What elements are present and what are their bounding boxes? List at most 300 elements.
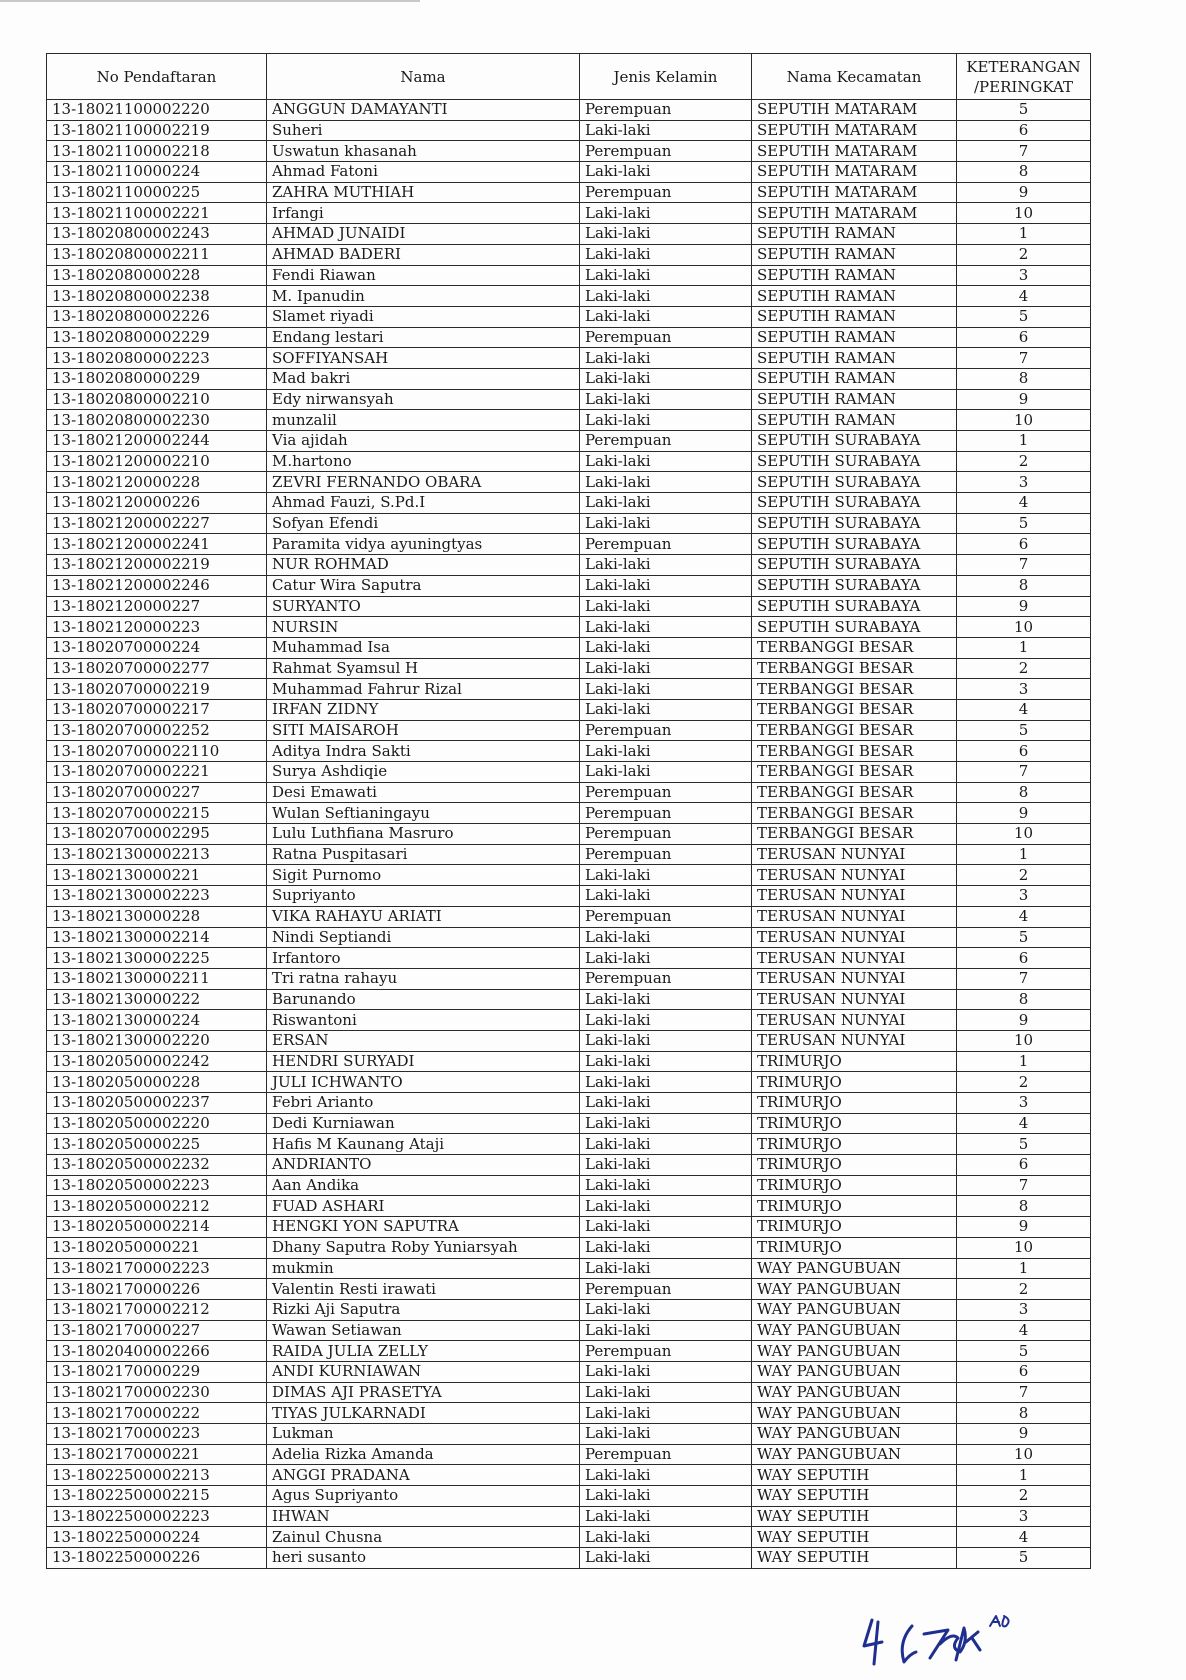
table-row — [47, 100, 1091, 121]
cell-nama-kecamatan: TERUSAN NUNYAI — [752, 927, 957, 948]
cell-peringkat: 1 — [957, 1051, 1091, 1072]
cell-nama-kecamatan: SEPUTIH MATARAM — [752, 182, 957, 203]
table-row — [47, 1444, 1091, 1465]
table-row — [47, 265, 1091, 286]
table-row — [47, 1506, 1091, 1527]
cell-jenis-kelamin: Laki-laki — [580, 1361, 752, 1382]
cell-no-pendaftaran: 13-1802170000221 — [47, 1444, 267, 1465]
cell-jenis-kelamin: Laki-laki — [580, 306, 752, 327]
cell-peringkat: 9 — [957, 1010, 1091, 1031]
signature-stroke-3 — [924, 1628, 965, 1660]
table-row — [47, 886, 1091, 907]
cell-no-pendaftaran: 13-18021200002244 — [47, 431, 267, 452]
cell-jenis-kelamin: Laki-laki — [580, 1072, 752, 1093]
cell-nama: mukmin — [267, 1258, 580, 1279]
cell-nama-kecamatan: SEPUTIH RAMAN — [752, 224, 957, 245]
cell-no-pendaftaran: 13-1802130000222 — [47, 989, 267, 1010]
cell-jenis-kelamin: Perempuan — [580, 720, 752, 741]
cell-nama-kecamatan: TERUSAN NUNYAI — [752, 1030, 957, 1051]
cell-peringkat: 7 — [957, 1382, 1091, 1403]
table-row — [47, 1465, 1091, 1486]
cell-no-pendaftaran: 13-18021700002212 — [47, 1299, 267, 1320]
cell-jenis-kelamin: Laki-laki — [580, 865, 752, 886]
header-nama-kecamatan: Nama Kecamatan — [752, 54, 957, 100]
cell-no-pendaftaran: 13-18021200002241 — [47, 534, 267, 555]
cell-peringkat: 9 — [957, 389, 1091, 410]
cell-nama: ZAHRA MUTHIAH — [267, 182, 580, 203]
cell-nama: Lukman — [267, 1424, 580, 1445]
cell-jenis-kelamin: Laki-laki — [580, 1030, 752, 1051]
header-keterangan-line2: /PERINGKAT — [973, 77, 1074, 96]
cell-no-pendaftaran: 13-1802110000225 — [47, 182, 267, 203]
cell-jenis-kelamin: Laki-laki — [580, 1051, 752, 1072]
cell-no-pendaftaran: 13-18022500002213 — [47, 1465, 267, 1486]
cell-nama: Muhammad Isa — [267, 637, 580, 658]
table-row — [47, 762, 1091, 783]
signature-stroke-4 — [966, 1632, 980, 1650]
cell-nama-kecamatan: SEPUTIH RAMAN — [752, 306, 957, 327]
cell-no-pendaftaran: 13-1802120000223 — [47, 617, 267, 638]
cell-peringkat: 5 — [957, 927, 1091, 948]
cell-nama-kecamatan: TRIMURJO — [752, 1155, 957, 1176]
table-row — [47, 803, 1091, 824]
cell-no-pendaftaran: 13-18020700002295 — [47, 824, 267, 845]
cell-no-pendaftaran: 13-18021100002220 — [47, 100, 267, 121]
cell-nama-kecamatan: SEPUTIH RAMAN — [752, 265, 957, 286]
cell-no-pendaftaran: 13-18022500002215 — [47, 1486, 267, 1507]
scan-edge-artifact — [0, 0, 420, 2]
cell-jenis-kelamin: Laki-laki — [580, 989, 752, 1010]
cell-nama-kecamatan: TERUSAN NUNYAI — [752, 906, 957, 927]
cell-nama-kecamatan: TRIMURJO — [752, 1134, 957, 1155]
cell-jenis-kelamin: Laki-laki — [580, 762, 752, 783]
cell-nama: Fendi Riawan — [267, 265, 580, 286]
cell-jenis-kelamin: Laki-laki — [580, 699, 752, 720]
cell-no-pendaftaran: 13-18020700002221 — [47, 762, 267, 783]
cell-no-pendaftaran: 13-1802080000229 — [47, 368, 267, 389]
cell-no-pendaftaran: 13-18020500002232 — [47, 1155, 267, 1176]
table-row — [47, 348, 1091, 369]
cell-nama-kecamatan: SEPUTIH RAMAN — [752, 389, 957, 410]
cell-peringkat: 8 — [957, 575, 1091, 596]
cell-jenis-kelamin: Perempuan — [580, 803, 752, 824]
cell-nama: Surya Ashdiqie — [267, 762, 580, 783]
cell-jenis-kelamin: Laki-laki — [580, 741, 752, 762]
cell-jenis-kelamin: Laki-laki — [580, 1403, 752, 1424]
cell-peringkat: 5 — [957, 1548, 1091, 1569]
cell-nama: ANDI KURNIAWAN — [267, 1361, 580, 1382]
cell-nama-kecamatan: SEPUTIH SURABAYA — [752, 575, 957, 596]
cell-jenis-kelamin: Perempuan — [580, 906, 752, 927]
cell-nama-kecamatan: SEPUTIH SURABAYA — [752, 534, 957, 555]
cell-peringkat: 9 — [957, 1217, 1091, 1238]
cell-nama: NUR ROHMAD — [267, 555, 580, 576]
cell-nama-kecamatan: TERUSAN NUNYAI — [752, 844, 957, 865]
cell-jenis-kelamin: Laki-laki — [580, 1237, 752, 1258]
cell-no-pendaftaran: 13-18021300002225 — [47, 948, 267, 969]
table-row — [47, 1341, 1091, 1362]
cell-peringkat: 8 — [957, 1196, 1091, 1217]
cell-nama: Adelia Rizka Amanda — [267, 1444, 580, 1465]
cell-peringkat: 4 — [957, 699, 1091, 720]
table-row — [47, 1258, 1091, 1279]
cell-peringkat: 4 — [957, 1320, 1091, 1341]
cell-jenis-kelamin: Laki-laki — [580, 1548, 752, 1569]
cell-no-pendaftaran: 13-18021300002213 — [47, 844, 267, 865]
cell-nama: Slamet riyadi — [267, 306, 580, 327]
cell-nama-kecamatan: SEPUTIH MATARAM — [752, 203, 957, 224]
cell-nama: Wulan Seftianingayu — [267, 803, 580, 824]
cell-no-pendaftaran: 13-1802170000229 — [47, 1361, 267, 1382]
cell-no-pendaftaran: 13-1802250000226 — [47, 1548, 267, 1569]
cell-nama-kecamatan: WAY PANGUBUAN — [752, 1341, 957, 1362]
cell-no-pendaftaran: 13-18021700002230 — [47, 1382, 267, 1403]
table-row — [47, 1113, 1091, 1134]
cell-nama: M.hartono — [267, 451, 580, 472]
cell-nama-kecamatan: SEPUTIH SURABAYA — [752, 472, 957, 493]
cell-nama-kecamatan: WAY PANGUBUAN — [752, 1424, 957, 1445]
cell-nama: Dhany Saputra Roby Yuniarsyah — [267, 1237, 580, 1258]
cell-nama: Ahmad Fauzi, S.Pd.I — [267, 493, 580, 514]
cell-jenis-kelamin: Laki-laki — [580, 1527, 752, 1548]
cell-nama-kecamatan: TRIMURJO — [752, 1175, 957, 1196]
cell-nama: Wawan Setiawan — [267, 1320, 580, 1341]
cell-jenis-kelamin: Perempuan — [580, 824, 752, 845]
cell-peringkat: 5 — [957, 720, 1091, 741]
cell-jenis-kelamin: Perempuan — [580, 141, 752, 162]
cell-no-pendaftaran: 13-1802130000221 — [47, 865, 267, 886]
table-row — [47, 1196, 1091, 1217]
cell-no-pendaftaran: 13-1802130000224 — [47, 1010, 267, 1031]
cell-jenis-kelamin: Laki-laki — [580, 348, 752, 369]
cell-peringkat: 4 — [957, 906, 1091, 927]
cell-nama-kecamatan: SEPUTIH RAMAN — [752, 348, 957, 369]
cell-no-pendaftaran: 13-18021300002211 — [47, 968, 267, 989]
table-row — [47, 989, 1091, 1010]
cell-peringkat: 1 — [957, 1258, 1091, 1279]
cell-nama: Irfangi — [267, 203, 580, 224]
cell-nama: FUAD ASHARI — [267, 1196, 580, 1217]
cell-nama: ANGGI PRADANA — [267, 1465, 580, 1486]
cell-jenis-kelamin: Laki-laki — [580, 575, 752, 596]
table-row — [47, 182, 1091, 203]
cell-nama-kecamatan: SEPUTIH MATARAM — [752, 162, 957, 183]
table-row — [47, 679, 1091, 700]
table-row — [47, 389, 1091, 410]
cell-nama: JULI ICHWANTO — [267, 1072, 580, 1093]
table-row — [47, 824, 1091, 845]
signature-stroke-5 — [990, 1616, 1009, 1626]
cell-nama: ANDRIANTO — [267, 1155, 580, 1176]
cell-jenis-kelamin: Perempuan — [580, 534, 752, 555]
cell-jenis-kelamin: Laki-laki — [580, 1134, 752, 1155]
cell-peringkat: 10 — [957, 824, 1091, 845]
table-header-row — [47, 54, 1091, 100]
table-row — [47, 1010, 1091, 1031]
cell-nama-kecamatan: WAY SEPUTIH — [752, 1506, 957, 1527]
cell-jenis-kelamin: Laki-laki — [580, 451, 752, 472]
cell-jenis-kelamin: Perempuan — [580, 431, 752, 452]
cell-peringkat: 3 — [957, 1093, 1091, 1114]
cell-nama-kecamatan: SEPUTIH RAMAN — [752, 410, 957, 431]
cell-peringkat: 8 — [957, 782, 1091, 803]
cell-no-pendaftaran: 13-18020800002211 — [47, 244, 267, 265]
cell-no-pendaftaran: 13-18020800002210 — [47, 389, 267, 410]
cell-nama-kecamatan: TERUSAN NUNYAI — [752, 1010, 957, 1031]
cell-nama: Lulu Luthfiana Masruro — [267, 824, 580, 845]
cell-peringkat: 6 — [957, 534, 1091, 555]
cell-nama-kecamatan: TRIMURJO — [752, 1217, 957, 1238]
cell-no-pendaftaran: 13-1802080000228 — [47, 265, 267, 286]
table-body — [47, 100, 1091, 1569]
cell-no-pendaftaran: 13-1802170000222 — [47, 1403, 267, 1424]
table-row — [47, 637, 1091, 658]
cell-peringkat: 1 — [957, 1465, 1091, 1486]
cell-jenis-kelamin: Laki-laki — [580, 1465, 752, 1486]
cell-nama: Via ajidah — [267, 431, 580, 452]
cell-peringkat: 10 — [957, 203, 1091, 224]
cell-jenis-kelamin: Perempuan — [580, 968, 752, 989]
cell-jenis-kelamin: Laki-laki — [580, 1093, 752, 1114]
cell-jenis-kelamin: Perempuan — [580, 182, 752, 203]
cell-nama: NURSIN — [267, 617, 580, 638]
cell-peringkat: 4 — [957, 1527, 1091, 1548]
cell-no-pendaftaran: 13-1802170000226 — [47, 1279, 267, 1300]
cell-jenis-kelamin: Laki-laki — [580, 1010, 752, 1031]
cell-jenis-kelamin: Laki-laki — [580, 1155, 752, 1176]
table-row — [47, 1051, 1091, 1072]
table-row — [47, 1175, 1091, 1196]
cell-nama: SITI MAISAROH — [267, 720, 580, 741]
cell-nama: RAIDA JULIA ZELLY — [267, 1341, 580, 1362]
cell-nama-kecamatan: TRIMURJO — [752, 1093, 957, 1114]
cell-nama-kecamatan: TERBANGGI BESAR — [752, 658, 957, 679]
cell-nama-kecamatan: SEPUTIH SURABAYA — [752, 596, 957, 617]
cell-peringkat: 5 — [957, 306, 1091, 327]
table-row — [47, 1548, 1091, 1569]
cell-jenis-kelamin: Laki-laki — [580, 244, 752, 265]
table-row — [47, 513, 1091, 534]
cell-nama-kecamatan: SEPUTIH SURABAYA — [752, 451, 957, 472]
cell-nama-kecamatan: WAY PANGUBUAN — [752, 1361, 957, 1382]
cell-jenis-kelamin: Perempuan — [580, 1341, 752, 1362]
cell-nama: Catur Wira Saputra — [267, 575, 580, 596]
cell-jenis-kelamin: Perempuan — [580, 844, 752, 865]
table-row — [47, 162, 1091, 183]
table-row — [47, 720, 1091, 741]
cell-jenis-kelamin: Laki-laki — [580, 596, 752, 617]
cell-nama: Valentin Resti irawati — [267, 1279, 580, 1300]
cell-no-pendaftaran: 13-1802120000227 — [47, 596, 267, 617]
cell-nama: Nindi Septiandi — [267, 927, 580, 948]
cell-no-pendaftaran: 13-18020700002277 — [47, 658, 267, 679]
cell-no-pendaftaran: 13-18020500002214 — [47, 1217, 267, 1238]
handwritten-signature — [860, 1612, 1050, 1672]
cell-nama: SOFFIYANSAH — [267, 348, 580, 369]
table-row — [47, 1486, 1091, 1507]
cell-no-pendaftaran: 13-1802050000225 — [47, 1134, 267, 1155]
cell-jenis-kelamin: Laki-laki — [580, 1113, 752, 1134]
table-row — [47, 555, 1091, 576]
cell-nama-kecamatan: TERBANGGI BESAR — [752, 803, 957, 824]
cell-nama: Aditya Indra Sakti — [267, 741, 580, 762]
cell-jenis-kelamin: Laki-laki — [580, 948, 752, 969]
table-row — [47, 327, 1091, 348]
cell-peringkat: 2 — [957, 658, 1091, 679]
cell-nama: DIMAS AJI PRASETYA — [267, 1382, 580, 1403]
cell-jenis-kelamin: Laki-laki — [580, 120, 752, 141]
cell-nama: munzalil — [267, 410, 580, 431]
table-row — [47, 1320, 1091, 1341]
cell-nama: Hafis M Kaunang Ataji — [267, 1134, 580, 1155]
cell-nama: Ratna Puspitasari — [267, 844, 580, 865]
cell-nama-kecamatan: TERBANGGI BESAR — [752, 720, 957, 741]
cell-nama-kecamatan: WAY SEPUTIH — [752, 1486, 957, 1507]
cell-no-pendaftaran: 13-18021300002220 — [47, 1030, 267, 1051]
cell-nama-kecamatan: SEPUTIH MATARAM — [752, 141, 957, 162]
cell-no-pendaftaran: 13-18021300002223 — [47, 886, 267, 907]
cell-nama: Agus Supriyanto — [267, 1486, 580, 1507]
cell-jenis-kelamin: Laki-laki — [580, 513, 752, 534]
cell-nama-kecamatan: SEPUTIH RAMAN — [752, 286, 957, 307]
table-row — [47, 244, 1091, 265]
cell-nama-kecamatan: WAY PANGUBUAN — [752, 1258, 957, 1279]
cell-no-pendaftaran: 13-18021200002219 — [47, 555, 267, 576]
cell-nama: HENGKI YON SAPUTRA — [267, 1217, 580, 1238]
cell-peringkat: 1 — [957, 844, 1091, 865]
cell-jenis-kelamin: Laki-laki — [580, 555, 752, 576]
cell-peringkat: 1 — [957, 637, 1091, 658]
cell-no-pendaftaran: 13-1802170000223 — [47, 1424, 267, 1445]
table-row — [47, 1030, 1091, 1051]
cell-peringkat: 1 — [957, 431, 1091, 452]
table-row — [47, 782, 1091, 803]
cell-nama-kecamatan: TRIMURJO — [752, 1051, 957, 1072]
cell-jenis-kelamin: Laki-laki — [580, 617, 752, 638]
cell-nama: IRFAN ZIDNY — [267, 699, 580, 720]
cell-nama: Rahmat Syamsul H — [267, 658, 580, 679]
table-row — [47, 120, 1091, 141]
cell-nama-kecamatan: TERUSAN NUNYAI — [752, 865, 957, 886]
cell-peringkat: 6 — [957, 1155, 1091, 1176]
cell-peringkat: 7 — [957, 348, 1091, 369]
cell-nama-kecamatan: SEPUTIH SURABAYA — [752, 493, 957, 514]
cell-jenis-kelamin: Laki-laki — [580, 927, 752, 948]
cell-jenis-kelamin: Laki-laki — [580, 162, 752, 183]
cell-peringkat: 6 — [957, 327, 1091, 348]
cell-nama-kecamatan: TERBANGGI BESAR — [752, 824, 957, 845]
cell-nama: Edy nirwansyah — [267, 389, 580, 410]
cell-no-pendaftaran: 13-18020400002266 — [47, 1341, 267, 1362]
cell-nama-kecamatan: TERUSAN NUNYAI — [752, 886, 957, 907]
cell-nama-kecamatan: WAY PANGUBUAN — [752, 1382, 957, 1403]
cell-no-pendaftaran: 13-18021200002227 — [47, 513, 267, 534]
table-row — [47, 141, 1091, 162]
cell-jenis-kelamin: Laki-laki — [580, 493, 752, 514]
cell-no-pendaftaran: 13-1802110000224 — [47, 162, 267, 183]
cell-peringkat: 3 — [957, 886, 1091, 907]
table-row — [47, 451, 1091, 472]
table-row — [47, 906, 1091, 927]
table-row — [47, 203, 1091, 224]
table-row — [47, 927, 1091, 948]
table-row — [47, 741, 1091, 762]
cell-no-pendaftaran: 13-18020800002229 — [47, 327, 267, 348]
cell-nama: Riswantoni — [267, 1010, 580, 1031]
cell-nama: Rizki Aji Saputra — [267, 1299, 580, 1320]
cell-peringkat: 10 — [957, 410, 1091, 431]
cell-no-pendaftaran: 13-18020800002230 — [47, 410, 267, 431]
cell-jenis-kelamin: Laki-laki — [580, 265, 752, 286]
cell-jenis-kelamin: Laki-laki — [580, 410, 752, 431]
cell-peringkat: 2 — [957, 1486, 1091, 1507]
cell-nama: HENDRI SURYADI — [267, 1051, 580, 1072]
cell-peringkat: 5 — [957, 1341, 1091, 1362]
cell-no-pendaftaran: 13-1802120000228 — [47, 472, 267, 493]
cell-nama: Barunando — [267, 989, 580, 1010]
cell-nama: AHMAD JUNAIDI — [267, 224, 580, 245]
cell-peringkat: 5 — [957, 513, 1091, 534]
cell-peringkat: 9 — [957, 596, 1091, 617]
cell-peringkat: 4 — [957, 493, 1091, 514]
cell-nama-kecamatan: TRIMURJO — [752, 1072, 957, 1093]
cell-jenis-kelamin: Laki-laki — [580, 1382, 752, 1403]
cell-nama: Uswatun khasanah — [267, 141, 580, 162]
table-row — [47, 575, 1091, 596]
cell-nama: Supriyanto — [267, 886, 580, 907]
cell-nama: Tri ratna rahayu — [267, 968, 580, 989]
table-row — [47, 410, 1091, 431]
cell-nama-kecamatan: WAY PANGUBUAN — [752, 1444, 957, 1465]
cell-jenis-kelamin: Laki-laki — [580, 1424, 752, 1445]
cell-nama: Paramita vidya ayuningtyas — [267, 534, 580, 555]
cell-nama: Endang lestari — [267, 327, 580, 348]
cell-no-pendaftaran: 13-18020500002223 — [47, 1175, 267, 1196]
cell-nama-kecamatan: WAY PANGUBUAN — [752, 1320, 957, 1341]
table-row — [47, 844, 1091, 865]
cell-no-pendaftaran: 13-1802070000227 — [47, 782, 267, 803]
cell-peringkat: 5 — [957, 1134, 1091, 1155]
cell-nama-kecamatan: TERBANGGI BESAR — [752, 699, 957, 720]
table-row — [47, 1361, 1091, 1382]
table-row — [47, 948, 1091, 969]
cell-no-pendaftaran: 13-18022500002223 — [47, 1506, 267, 1527]
cell-peringkat: 9 — [957, 182, 1091, 203]
cell-no-pendaftaran: 13-18020700002219 — [47, 679, 267, 700]
table-row — [47, 493, 1091, 514]
cell-no-pendaftaran: 13-18021100002219 — [47, 120, 267, 141]
cell-nama-kecamatan: SEPUTIH RAMAN — [752, 327, 957, 348]
header-keterangan — [957, 54, 1091, 100]
cell-peringkat: 6 — [957, 1361, 1091, 1382]
cell-nama: Febri Arianto — [267, 1093, 580, 1114]
cell-nama: IHWAN — [267, 1506, 580, 1527]
cell-nama-kecamatan: WAY SEPUTIH — [752, 1527, 957, 1548]
cell-peringkat: 5 — [957, 100, 1091, 121]
cell-nama-kecamatan: TERBANGGI BESAR — [752, 741, 957, 762]
cell-jenis-kelamin: Perempuan — [580, 327, 752, 348]
cell-no-pendaftaran: 13-18020500002242 — [47, 1051, 267, 1072]
cell-no-pendaftaran: 13-1802130000228 — [47, 906, 267, 927]
cell-nama: TIYAS JULKARNADI — [267, 1403, 580, 1424]
table-row — [47, 472, 1091, 493]
cell-jenis-kelamin: Laki-laki — [580, 679, 752, 700]
cell-nama-kecamatan: SEPUTIH SURABAYA — [752, 555, 957, 576]
cell-jenis-kelamin: Perempuan — [580, 1279, 752, 1300]
cell-nama: Aan Andika — [267, 1175, 580, 1196]
cell-nama-kecamatan: SEPUTIH MATARAM — [752, 120, 957, 141]
cell-nama-kecamatan: SEPUTIH MATARAM — [752, 100, 957, 121]
